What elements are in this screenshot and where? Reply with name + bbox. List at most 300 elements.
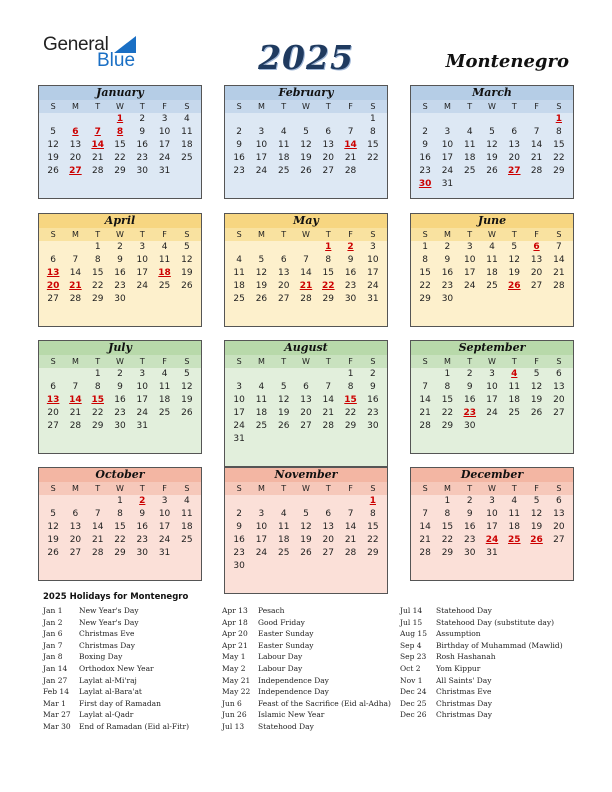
- day-cell[interactable]: 10: [486, 509, 498, 519]
- day-cell[interactable]: 8: [444, 382, 451, 392]
- day-cell[interactable]: 18: [508, 522, 520, 532]
- day-cell[interactable]: 27: [300, 421, 312, 431]
- day-cell[interactable]: 19: [300, 153, 312, 163]
- day-cell[interactable]: 28: [322, 421, 334, 431]
- day-cell[interactable]: 31: [158, 166, 171, 176]
- day-cell[interactable]: 6: [555, 496, 562, 506]
- day-cell[interactable]: 7: [422, 382, 428, 392]
- day-cell[interactable]: 14: [530, 140, 543, 150]
- day-cell[interactable]: 20: [553, 522, 565, 532]
- day-cell[interactable]: 30: [463, 421, 476, 431]
- day-cell[interactable]: 2: [369, 369, 376, 379]
- day-cell[interactable]: 3: [489, 369, 495, 379]
- day-cell[interactable]: 24: [441, 166, 454, 176]
- day-cell[interactable]: 14: [69, 268, 82, 278]
- day-cell[interactable]: 16: [136, 140, 148, 150]
- day-cell[interactable]: 23: [114, 281, 126, 291]
- day-cell[interactable]: 28: [69, 294, 82, 304]
- day-cell[interactable]: 3: [161, 114, 168, 124]
- day-cell[interactable]: 5: [303, 127, 309, 137]
- day-cell[interactable]: 20: [322, 535, 334, 545]
- day-cell[interactable]: 8: [369, 509, 376, 519]
- day-cell[interactable]: 10: [136, 382, 148, 392]
- day-cell[interactable]: 19: [181, 395, 193, 405]
- day-cell[interactable]: 30: [463, 548, 476, 558]
- day-cell[interactable]: 30: [367, 421, 379, 431]
- day-cell[interactable]: 10: [255, 140, 268, 150]
- holiday-day-cell[interactable]: 27: [69, 166, 82, 176]
- day-cell[interactable]: 17: [486, 522, 498, 532]
- day-cell[interactable]: 10: [158, 127, 171, 137]
- day-cell[interactable]: 3: [139, 369, 146, 379]
- day-cell[interactable]: 7: [347, 127, 354, 137]
- day-cell[interactable]: 9: [466, 509, 473, 519]
- day-cell[interactable]: 29: [441, 421, 454, 431]
- day-cell[interactable]: 31: [441, 179, 454, 189]
- day-cell[interactable]: 10: [233, 395, 245, 405]
- day-cell[interactable]: 29: [367, 548, 379, 558]
- day-cell[interactable]: 24: [233, 421, 245, 431]
- day-cell[interactable]: 28: [91, 166, 104, 176]
- day-cell[interactable]: 23: [136, 535, 148, 545]
- day-cell[interactable]: 22: [553, 153, 565, 163]
- day-cell[interactable]: 15: [114, 140, 126, 150]
- day-cell[interactable]: 28: [419, 421, 431, 431]
- day-cell[interactable]: 6: [303, 382, 309, 392]
- day-cell[interactable]: 24: [486, 408, 498, 418]
- holiday-day-cell[interactable]: 1: [555, 114, 562, 124]
- day-cell[interactable]: 19: [300, 535, 312, 545]
- day-cell[interactable]: 24: [136, 408, 148, 418]
- day-cell[interactable]: 12: [530, 382, 543, 392]
- day-cell[interactable]: 15: [419, 268, 431, 278]
- day-cell[interactable]: 23: [367, 408, 379, 418]
- day-cell[interactable]: 5: [533, 369, 540, 379]
- day-cell[interactable]: 8: [555, 127, 562, 137]
- day-cell[interactable]: 14: [344, 522, 357, 532]
- day-cell[interactable]: 7: [72, 382, 79, 392]
- day-cell[interactable]: 28: [69, 421, 82, 431]
- day-cell[interactable]: 26: [486, 166, 498, 176]
- day-cell[interactable]: 9: [236, 522, 242, 532]
- day-cell[interactable]: 4: [258, 382, 265, 392]
- day-cell[interactable]: 19: [486, 153, 498, 163]
- day-cell[interactable]: 28: [344, 166, 357, 176]
- day-cell[interactable]: 22: [114, 153, 126, 163]
- day-cell[interactable]: 24: [255, 548, 268, 558]
- day-cell[interactable]: 24: [255, 166, 268, 176]
- day-cell[interactable]: 28: [300, 294, 312, 304]
- day-cell[interactable]: 25: [181, 153, 193, 163]
- day-cell[interactable]: 2: [117, 242, 123, 252]
- holiday-day-cell[interactable]: 15: [344, 395, 357, 405]
- day-cell[interactable]: 13: [69, 140, 82, 150]
- day-cell[interactable]: 9: [139, 509, 146, 519]
- day-cell[interactable]: 25: [277, 548, 290, 558]
- day-cell[interactable]: 5: [489, 127, 495, 137]
- day-cell[interactable]: 8: [117, 509, 123, 519]
- holiday-day-cell[interactable]: 21: [299, 281, 313, 291]
- day-cell[interactable]: 15: [91, 268, 104, 278]
- day-cell[interactable]: 11: [508, 509, 520, 519]
- day-cell[interactable]: 3: [139, 242, 146, 252]
- day-cell[interactable]: 12: [530, 509, 543, 519]
- day-cell[interactable]: 20: [69, 153, 82, 163]
- day-cell[interactable]: 22: [367, 535, 379, 545]
- day-cell[interactable]: 28: [344, 548, 357, 558]
- day-cell[interactable]: 1: [444, 369, 451, 379]
- day-cell[interactable]: 12: [47, 140, 59, 150]
- day-cell[interactable]: 7: [303, 255, 309, 265]
- day-cell[interactable]: 13: [530, 255, 543, 265]
- day-cell[interactable]: 25: [486, 281, 498, 291]
- day-cell[interactable]: 17: [255, 153, 268, 163]
- day-cell[interactable]: 7: [533, 127, 540, 137]
- day-cell[interactable]: 25: [181, 535, 193, 545]
- day-cell[interactable]: 4: [489, 242, 495, 252]
- day-cell[interactable]: 14: [419, 522, 431, 532]
- day-cell[interactable]: 29: [419, 294, 431, 304]
- day-cell[interactable]: 13: [322, 140, 334, 150]
- holiday-day-cell[interactable]: 7: [94, 127, 101, 137]
- day-cell[interactable]: 28: [530, 166, 543, 176]
- holiday-day-cell[interactable]: 24: [485, 535, 499, 545]
- holiday-day-cell[interactable]: 1: [116, 114, 124, 124]
- day-cell[interactable]: 15: [441, 522, 454, 532]
- holiday-day-cell[interactable]: 14: [69, 395, 82, 405]
- day-cell[interactable]: 25: [158, 281, 171, 291]
- day-cell[interactable]: 13: [508, 140, 520, 150]
- day-cell[interactable]: 23: [233, 166, 245, 176]
- day-cell[interactable]: 19: [255, 281, 268, 291]
- holiday-day-cell[interactable]: 18: [158, 268, 171, 278]
- day-cell[interactable]: 13: [277, 268, 290, 278]
- day-cell[interactable]: 15: [114, 522, 126, 532]
- holiday-day-cell[interactable]: 8: [116, 127, 124, 137]
- day-cell[interactable]: 17: [441, 153, 454, 163]
- day-cell[interactable]: 8: [347, 382, 354, 392]
- day-cell[interactable]: 16: [463, 522, 476, 532]
- day-cell[interactable]: 10: [486, 382, 498, 392]
- day-cell[interactable]: 20: [300, 408, 312, 418]
- day-cell[interactable]: 25: [463, 166, 476, 176]
- day-cell[interactable]: 15: [367, 140, 379, 150]
- day-cell[interactable]: 17: [233, 408, 245, 418]
- day-cell[interactable]: 18: [181, 522, 193, 532]
- day-cell[interactable]: 3: [466, 242, 473, 252]
- day-cell[interactable]: 18: [463, 153, 476, 163]
- day-cell[interactable]: 11: [486, 255, 498, 265]
- holiday-day-cell[interactable]: 30: [418, 179, 432, 189]
- day-cell[interactable]: 15: [553, 140, 565, 150]
- day-cell[interactable]: 31: [158, 548, 171, 558]
- day-cell[interactable]: 27: [322, 548, 334, 558]
- day-cell[interactable]: 18: [277, 153, 290, 163]
- day-cell[interactable]: 19: [277, 408, 290, 418]
- day-cell[interactable]: 5: [280, 382, 287, 392]
- day-cell[interactable]: 8: [444, 509, 451, 519]
- day-cell[interactable]: 27: [553, 408, 565, 418]
- day-cell[interactable]: 19: [47, 153, 59, 163]
- day-cell[interactable]: 5: [183, 242, 190, 252]
- holiday-day-cell[interactable]: 25: [508, 535, 521, 545]
- day-cell[interactable]: 19: [181, 268, 193, 278]
- day-cell[interactable]: 15: [367, 522, 379, 532]
- holiday-day-cell[interactable]: 26: [530, 535, 543, 545]
- day-cell[interactable]: 26: [47, 166, 59, 176]
- day-cell[interactable]: 16: [114, 395, 126, 405]
- day-cell[interactable]: 19: [47, 535, 59, 545]
- day-cell[interactable]: 2: [422, 127, 428, 137]
- day-cell[interactable]: 26: [277, 421, 290, 431]
- day-cell[interactable]: 27: [47, 294, 59, 304]
- day-cell[interactable]: 4: [236, 255, 242, 265]
- day-cell[interactable]: 9: [444, 255, 451, 265]
- day-cell[interactable]: 20: [277, 281, 290, 291]
- day-cell[interactable]: 4: [183, 496, 190, 506]
- day-cell[interactable]: 10: [136, 255, 148, 265]
- holiday-day-cell[interactable]: 2: [347, 242, 354, 252]
- day-cell[interactable]: 25: [158, 408, 171, 418]
- holiday-day-cell[interactable]: 27: [508, 166, 521, 176]
- holiday-day-cell[interactable]: 20: [46, 281, 60, 291]
- day-cell[interactable]: 21: [322, 408, 334, 418]
- day-cell[interactable]: 30: [441, 294, 454, 304]
- day-cell[interactable]: 22: [91, 281, 104, 291]
- day-cell[interactable]: 22: [441, 535, 454, 545]
- day-cell[interactable]: 21: [91, 153, 104, 163]
- day-cell[interactable]: 16: [419, 153, 431, 163]
- holiday-day-cell[interactable]: 23: [463, 408, 476, 418]
- day-cell[interactable]: 30: [114, 421, 126, 431]
- day-cell[interactable]: 4: [183, 114, 190, 124]
- day-cell[interactable]: 25: [508, 408, 520, 418]
- day-cell[interactable]: 21: [530, 153, 543, 163]
- day-cell[interactable]: 22: [344, 408, 357, 418]
- day-cell[interactable]: 6: [325, 127, 332, 137]
- day-cell[interactable]: 23: [441, 281, 454, 291]
- day-cell[interactable]: 13: [300, 395, 312, 405]
- day-cell[interactable]: 18: [158, 395, 171, 405]
- holiday-day-cell[interactable]: 1: [325, 242, 332, 252]
- day-cell[interactable]: 22: [91, 408, 104, 418]
- day-cell[interactable]: 19: [508, 268, 520, 278]
- day-cell[interactable]: 3: [258, 127, 265, 137]
- day-cell[interactable]: 2: [466, 369, 473, 379]
- day-cell[interactable]: 13: [69, 522, 82, 532]
- day-cell[interactable]: 24: [158, 153, 171, 163]
- day-cell[interactable]: 5: [258, 255, 265, 265]
- day-cell[interactable]: 30: [114, 294, 126, 304]
- day-cell[interactable]: 2: [444, 242, 451, 252]
- day-cell[interactable]: 27: [277, 294, 290, 304]
- day-cell[interactable]: 14: [91, 522, 104, 532]
- holiday-day-cell[interactable]: 13: [46, 395, 60, 405]
- day-cell[interactable]: 26: [47, 548, 59, 558]
- day-cell[interactable]: 4: [280, 127, 287, 137]
- day-cell[interactable]: 13: [322, 522, 334, 532]
- day-cell[interactable]: 12: [277, 395, 290, 405]
- day-cell[interactable]: 1: [444, 496, 451, 506]
- day-cell[interactable]: 16: [233, 535, 245, 545]
- day-cell[interactable]: 12: [300, 522, 312, 532]
- day-cell[interactable]: 7: [72, 255, 79, 265]
- holiday-day-cell[interactable]: 21: [69, 281, 82, 291]
- day-cell[interactable]: 3: [236, 382, 242, 392]
- day-cell[interactable]: 7: [422, 509, 428, 519]
- day-cell[interactable]: 17: [463, 268, 476, 278]
- day-cell[interactable]: 2: [466, 496, 473, 506]
- day-cell[interactable]: 19: [530, 395, 543, 405]
- holiday-day-cell[interactable]: 14: [91, 140, 104, 150]
- day-cell[interactable]: 18: [255, 408, 268, 418]
- day-cell[interactable]: 1: [94, 242, 101, 252]
- day-cell[interactable]: 15: [441, 395, 454, 405]
- day-cell[interactable]: 16: [441, 268, 454, 278]
- day-cell[interactable]: 9: [466, 382, 473, 392]
- day-cell[interactable]: 23: [114, 408, 126, 418]
- day-cell[interactable]: 10: [463, 255, 476, 265]
- day-cell[interactable]: 18: [181, 140, 193, 150]
- day-cell[interactable]: 30: [136, 548, 148, 558]
- day-cell[interactable]: 18: [486, 268, 498, 278]
- holiday-day-cell[interactable]: 15: [91, 395, 104, 405]
- day-cell[interactable]: 26: [530, 408, 543, 418]
- day-cell[interactable]: 11: [181, 127, 193, 137]
- day-cell[interactable]: 18: [233, 281, 245, 291]
- day-cell[interactable]: 11: [158, 255, 171, 265]
- day-cell[interactable]: 24: [136, 281, 148, 291]
- day-cell[interactable]: 21: [69, 408, 82, 418]
- day-cell[interactable]: 30: [344, 294, 357, 304]
- day-cell[interactable]: 17: [158, 522, 171, 532]
- day-cell[interactable]: 5: [303, 509, 309, 519]
- day-cell[interactable]: 20: [47, 408, 59, 418]
- day-cell[interactable]: 6: [280, 255, 287, 265]
- day-cell[interactable]: 16: [233, 153, 245, 163]
- holiday-day-cell[interactable]: 22: [322, 281, 335, 291]
- day-cell[interactable]: 22: [419, 281, 431, 291]
- day-cell[interactable]: 9: [422, 140, 428, 150]
- day-cell[interactable]: 30: [233, 561, 245, 571]
- day-cell[interactable]: 23: [419, 166, 431, 176]
- day-cell[interactable]: 4: [511, 496, 518, 506]
- day-cell[interactable]: 2: [236, 509, 242, 519]
- day-cell[interactable]: 22: [114, 535, 126, 545]
- day-cell[interactable]: 12: [181, 382, 193, 392]
- day-cell[interactable]: 13: [553, 509, 565, 519]
- day-cell[interactable]: 26: [300, 548, 312, 558]
- day-cell[interactable]: 15: [322, 268, 334, 278]
- day-cell[interactable]: 7: [347, 509, 354, 519]
- day-cell[interactable]: 5: [533, 496, 540, 506]
- day-cell[interactable]: 6: [72, 509, 79, 519]
- day-cell[interactable]: 7: [555, 242, 562, 252]
- day-cell[interactable]: 27: [553, 535, 565, 545]
- day-cell[interactable]: 24: [367, 281, 379, 291]
- day-cell[interactable]: 1: [94, 369, 101, 379]
- day-cell[interactable]: 31: [233, 434, 245, 444]
- day-cell[interactable]: 21: [91, 535, 104, 545]
- day-cell[interactable]: 10: [158, 509, 171, 519]
- day-cell[interactable]: 8: [369, 127, 376, 137]
- day-cell[interactable]: 9: [347, 255, 354, 265]
- day-cell[interactable]: 11: [277, 140, 290, 150]
- day-cell[interactable]: 3: [489, 496, 495, 506]
- day-cell[interactable]: 1: [117, 496, 123, 506]
- day-cell[interactable]: 29: [91, 421, 104, 431]
- day-cell[interactable]: 2: [236, 127, 242, 137]
- holiday-day-cell[interactable]: 4: [511, 369, 518, 379]
- day-cell[interactable]: 18: [508, 395, 520, 405]
- day-cell[interactable]: 27: [69, 548, 82, 558]
- day-cell[interactable]: 7: [325, 382, 332, 392]
- day-cell[interactable]: 30: [136, 166, 148, 176]
- day-cell[interactable]: 17: [255, 535, 268, 545]
- day-cell[interactable]: 26: [255, 294, 268, 304]
- day-cell[interactable]: 29: [441, 548, 454, 558]
- day-cell[interactable]: 23: [463, 535, 476, 545]
- day-cell[interactable]: 13: [553, 382, 565, 392]
- day-cell[interactable]: 14: [419, 395, 431, 405]
- day-cell[interactable]: 12: [508, 255, 520, 265]
- day-cell[interactable]: 11: [181, 509, 193, 519]
- day-cell[interactable]: 20: [322, 153, 334, 163]
- day-cell[interactable]: 22: [367, 153, 379, 163]
- day-cell[interactable]: 25: [277, 166, 290, 176]
- holiday-day-cell[interactable]: 1: [369, 496, 376, 506]
- day-cell[interactable]: 29: [91, 294, 104, 304]
- day-cell[interactable]: 9: [236, 140, 242, 150]
- day-cell[interactable]: 14: [300, 268, 312, 278]
- day-cell[interactable]: 26: [300, 166, 312, 176]
- day-cell[interactable]: 16: [136, 522, 148, 532]
- day-cell[interactable]: 12: [300, 140, 312, 150]
- day-cell[interactable]: 27: [322, 166, 334, 176]
- holiday-day-cell[interactable]: 6: [533, 242, 540, 252]
- day-cell[interactable]: 27: [47, 421, 59, 431]
- day-cell[interactable]: 24: [158, 535, 171, 545]
- day-cell[interactable]: 28: [91, 548, 104, 558]
- day-cell[interactable]: 25: [233, 294, 245, 304]
- day-cell[interactable]: 20: [530, 268, 543, 278]
- day-cell[interactable]: 8: [94, 382, 101, 392]
- day-cell[interactable]: 8: [422, 255, 428, 265]
- day-cell[interactable]: 3: [258, 509, 265, 519]
- holiday-day-cell[interactable]: 6: [72, 127, 79, 137]
- day-cell[interactable]: 20: [508, 153, 520, 163]
- day-cell[interactable]: 18: [277, 535, 290, 545]
- day-cell[interactable]: 17: [158, 140, 171, 150]
- holiday-day-cell[interactable]: 26: [508, 281, 521, 291]
- day-cell[interactable]: 6: [325, 509, 332, 519]
- day-cell[interactable]: 20: [69, 535, 82, 545]
- day-cell[interactable]: 1: [369, 114, 376, 124]
- day-cell[interactable]: 4: [280, 509, 287, 519]
- day-cell[interactable]: 12: [486, 140, 498, 150]
- day-cell[interactable]: 17: [367, 268, 379, 278]
- day-cell[interactable]: 21: [419, 535, 431, 545]
- day-cell[interactable]: 25: [255, 421, 268, 431]
- holiday-day-cell[interactable]: 2: [139, 496, 146, 506]
- day-cell[interactable]: 17: [136, 395, 148, 405]
- day-cell[interactable]: 21: [553, 268, 565, 278]
- day-cell[interactable]: 6: [511, 127, 518, 137]
- day-cell[interactable]: 14: [322, 395, 334, 405]
- day-cell[interactable]: 11: [255, 395, 268, 405]
- day-cell[interactable]: 21: [344, 535, 357, 545]
- day-cell[interactable]: 26: [181, 281, 193, 291]
